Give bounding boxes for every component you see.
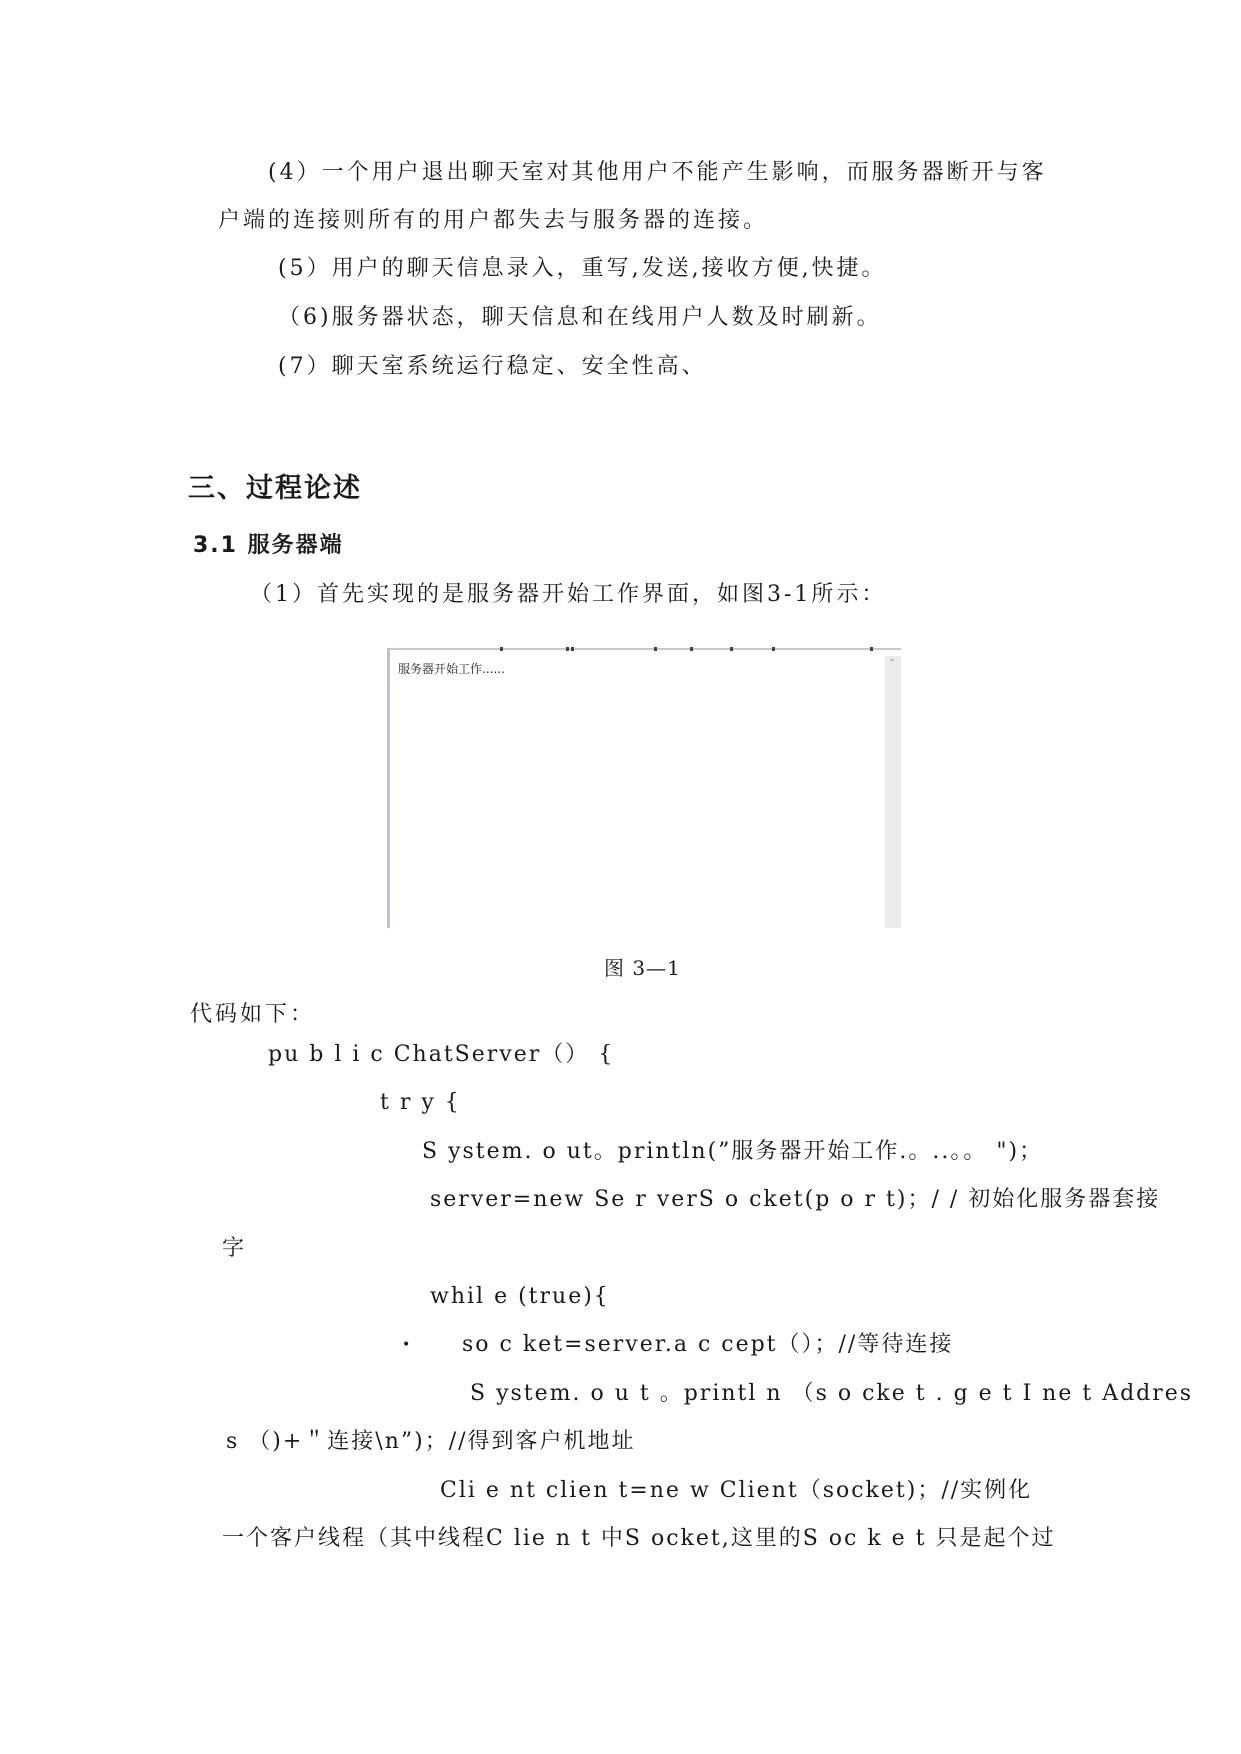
code-line: whil e (true){ (430, 1284, 610, 1309)
requirement-item-7: (7）聊天室系统运行稳定、安全性高、 (278, 354, 707, 379)
server-window-screenshot (387, 648, 901, 928)
window-top-edge (390, 648, 901, 654)
section-title: 三、过程论述 (188, 473, 362, 504)
intro-paragraph: （1）首先实现的是服务器开始工作界面，如图3-1所示： (250, 582, 887, 607)
bullet-mark: • (402, 1337, 413, 1353)
code-line: S ystem. o ut。println(”服务器开始工作.。..。。 ")； (422, 1139, 1044, 1164)
scroll-up-arrow-icon[interactable]: ⌃ (888, 658, 897, 669)
code-line: 一个客户线程（其中线程C lie n t 中S ocket,这里的S oc k e t 只是起个过 (222, 1526, 1056, 1551)
figure-caption: 图 3—1 (604, 956, 681, 980)
code-line: s （)+＂连接\n”)；//得到客户机地址 (226, 1429, 636, 1454)
code-line: t r y { (380, 1090, 461, 1115)
requirement-item-5: (5）用户的聊天信息录入，重写,发送,接收方便,快捷。 (278, 256, 887, 281)
subsection-title: 3.1 服务器端 (193, 533, 344, 558)
code-line: S ystem. o u t 。printl n （s o cke t . g e t I ne t Addres (470, 1381, 1194, 1406)
code-line: server=new Se r verS o cket(p o r t)；/ / 初始化服务器套接 (430, 1187, 1161, 1212)
code-line: Cli e nt clien t=ne w Client（socket)；//实例化 (440, 1478, 1033, 1503)
requirement-item-6: （6)服务器状态，聊天信息和在线用户人数及时刷新。 (278, 305, 882, 330)
requirement-item-4-line-2: 户端的连接则所有的用户都失去与服务器的连接。 (218, 208, 769, 233)
requirement-item-4-line-1: (4）一个用户退出聊天室对其他用户不能产生影响，而服务器断开与客 (268, 160, 1047, 185)
code-line: so c ket=server.a c cept（）；//等待连接 (462, 1332, 954, 1357)
code-label: 代码如下： (190, 1002, 316, 1027)
code-line: 字 (222, 1236, 247, 1261)
vertical-scrollbar[interactable] (885, 656, 901, 928)
server-log-text: 服务器开始工作...... (398, 662, 505, 676)
code-line: pu b l i c ChatServer（） { (268, 1042, 615, 1067)
